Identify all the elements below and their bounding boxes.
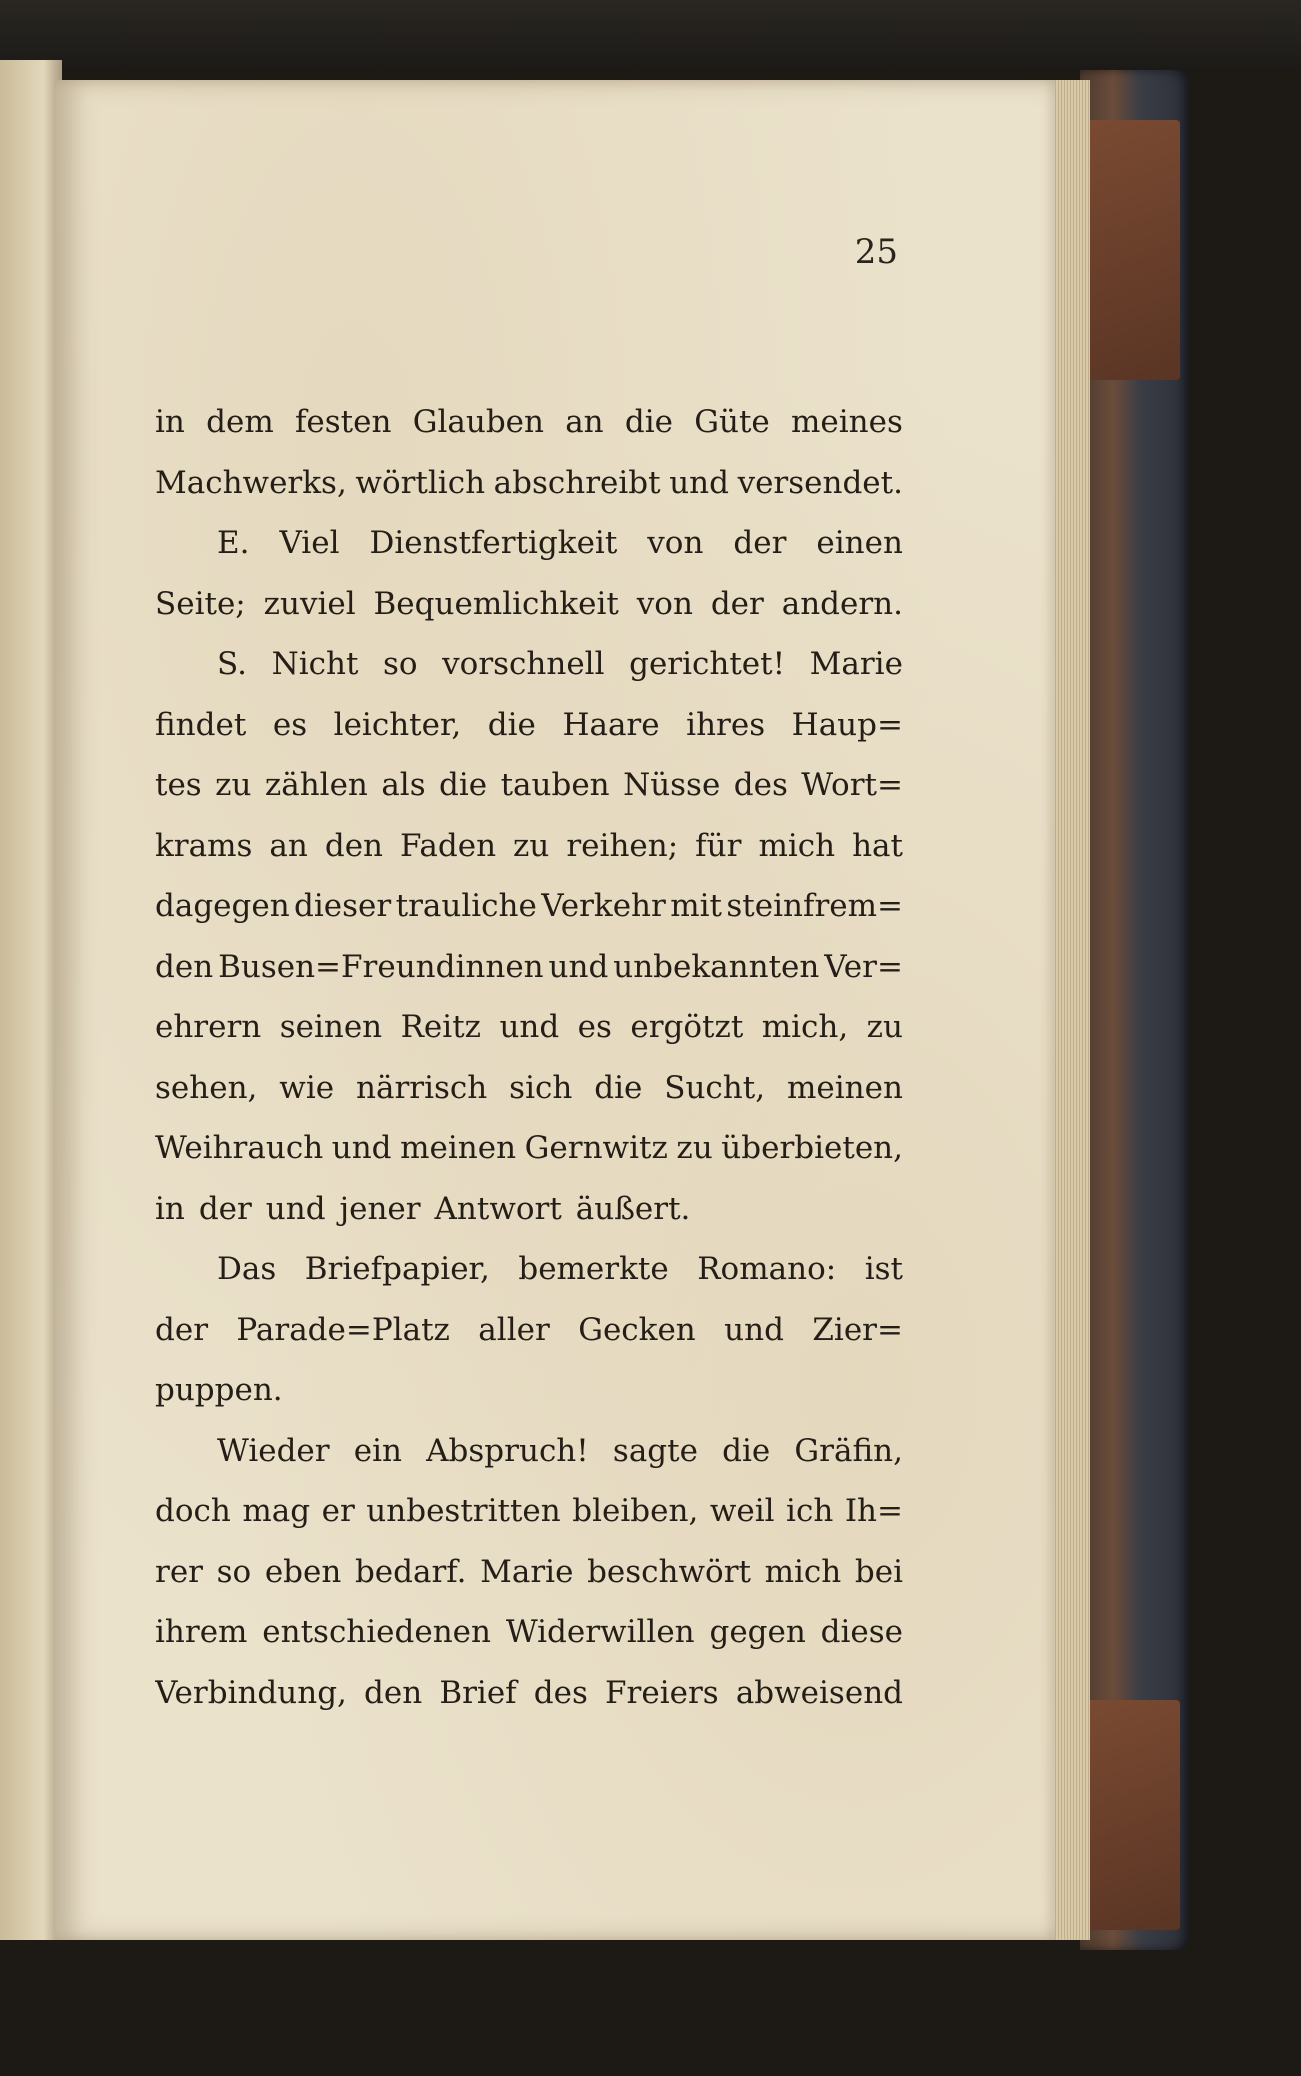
- page-edges: [1050, 80, 1090, 1940]
- text-line: puppen.: [155, 1372, 283, 1408]
- page-text: [155, 392, 903, 1723]
- scan-background: [0, 0, 1301, 70]
- text-line: Seite; zuviel Bequemlichkeit von der andern.: [155, 585, 903, 622]
- text-line: E. Viel Dienstfertigkeit von der einen: [217, 525, 903, 561]
- text-line: ehrern seinen Reitz und es ergötzt mich, zu: [155, 1009, 903, 1045]
- text-line: dagegen dieser trauliche Verkehr mit steinfrem=: [155, 888, 903, 924]
- text-line: krams an den Faden zu reihen; für mich hat: [155, 827, 903, 864]
- text-line: ihrem entschiedenen Widerwillen gegen diese: [155, 1614, 903, 1650]
- text-line: sehen, wie närrisch sich die Sucht, meinen: [155, 1069, 903, 1106]
- text-line: in dem festen Glauben an die Güte meines: [155, 404, 903, 440]
- text-line: doch mag er unbestritten bleiben, weil ich Ih=: [155, 1493, 903, 1529]
- text-line: findet es leichter, die Haare ihres Haup=: [155, 706, 903, 743]
- cover-leather-corner-bottom: [1085, 1700, 1180, 1930]
- text-line: in der und jener Antwort äußert.: [155, 1190, 691, 1227]
- text-line: tes zu zählen als die tauben Nüsse des Wort=: [155, 767, 903, 803]
- text-line: Das Briefpapier, bemerkte Romano: ist: [217, 1251, 903, 1287]
- page-number: 25: [854, 232, 898, 272]
- text-line: rer so eben bedarf. Marie beschwört mich bei: [155, 1553, 903, 1590]
- text-line: Verbindung, den Brief des Freiers abweisend: [155, 1674, 903, 1711]
- text-line: Machwerks, wörtlich abschreibt und versendet.: [155, 464, 903, 501]
- text-line: Wieder ein Abspruch! sagte die Gräfin,: [217, 1432, 903, 1469]
- facing-page-edge: [0, 60, 62, 1940]
- text-line: den Busen=Freundinnen und unbekannten Ver=: [155, 948, 903, 985]
- text-line: Weihrauch und meinen Gernwitz zu überbieten,: [155, 1130, 903, 1166]
- cover-leather-corner-top: [1085, 120, 1180, 380]
- text-line: der Parade=Platz aller Gecken und Zier=: [155, 1311, 903, 1348]
- text-line: S. Nicht so vorschnell gerichtet! Marie: [217, 646, 903, 682]
